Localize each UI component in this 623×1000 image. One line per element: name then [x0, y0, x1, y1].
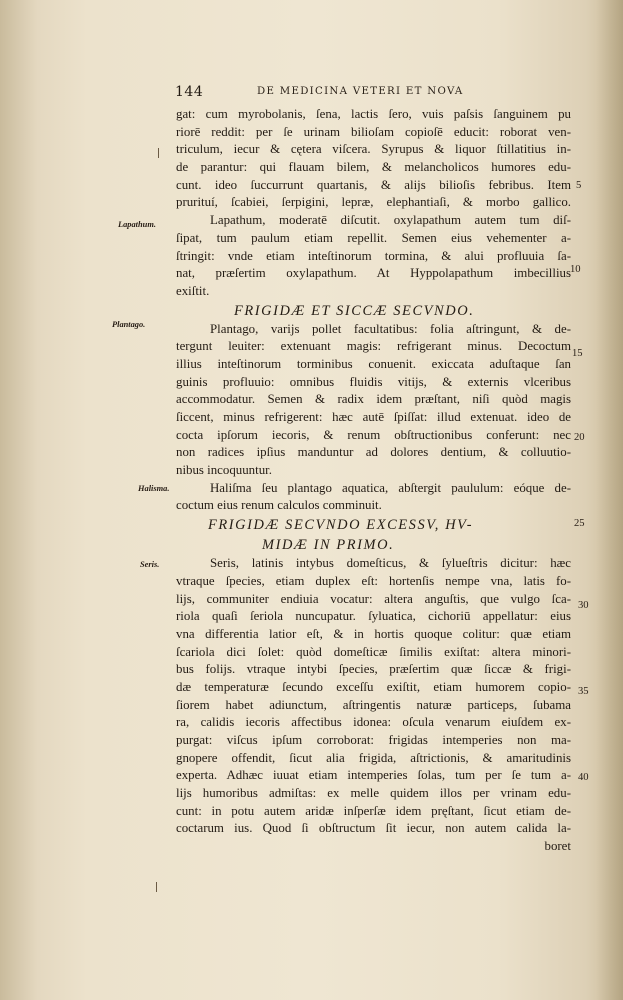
- text-line: ſiorem habet adiunctum, aſtringentis naturæ particeps, ſubama: [176, 697, 571, 712]
- text-line: vna differentia latior eſt, & in hortis quoque colitur: quæ etiam: [176, 626, 571, 641]
- line-number: 20: [574, 432, 585, 443]
- running-title: DE MEDICINA VETERI ET NOVA: [257, 86, 464, 97]
- text-line: ſiccent, minus refrigerent: hæc autē ſpiſſat: illud extenuat. ideo de: [176, 410, 571, 424]
- text-line: cunt. ideo ſuccurrunt quartanis, & alijs bilioſis febribus. Item: [176, 177, 571, 192]
- ink-mark: [158, 148, 159, 158]
- text-line: prurituí, ſcabiei, ſerpigini, lepræ, elephantiaſi, & morbo gallico.: [176, 195, 571, 210]
- text-line: lijs, communiter endiuia vocatur: altera anguſtis, que vulgo ſca-: [176, 591, 571, 606]
- text-line: vtraque ſpecies, etiam duplex eſt: hortenſis nempe vna, latis fo-: [176, 573, 571, 588]
- text-line: ſtringit: vnde etiam inteſtinorum tormina, & alui profluuia ſa-: [176, 248, 571, 263]
- text-line-catchword: boret: [544, 839, 571, 854]
- text-line: accommodatur. Semen & radix idem præſtant, niſi quòd magis: [176, 392, 571, 407]
- text-line: non radices ipſius manduntur ad dolores dentium, & colluutio-: [176, 445, 571, 460]
- text-line: nibus incoquuntur.: [176, 463, 272, 478]
- text-line: ra, calidis iecoris affectibus idonea: oſcula venarum eiuſdem ex-: [176, 715, 571, 730]
- text-line: riola quaſi ſeriola nuncupatur. ſyluatica, cichoriū appellatur: eius: [176, 609, 571, 624]
- text-line: ſipat, tum paulum etiam repellit. Semen eius vehementer a-: [176, 230, 571, 245]
- text-line: dæ temperaturæ ſecundo exceſſu exiſtit, etiam humorem copio-: [176, 679, 571, 694]
- text-line: illius inteſtinorum torminibus conuenit. exiccata aduſtaque ſan: [176, 356, 571, 371]
- text-line: Lapathum, moderatē diſcutit. oxylapathum autem tum diſ-: [210, 213, 571, 228]
- section-heading-continued: MIDÆ IN PRIMO.: [262, 537, 395, 554]
- text-line: cocta ipſorum iecoris, & renum obſtructionibus conferunt: nec: [176, 427, 571, 442]
- section-heading: FRIGIDÆ ET SICCÆ SECVNDO.: [234, 302, 475, 319]
- text-line: experta. Adhæc iuuat etiam intemperies ſolas, tum per ſe tum a-: [176, 768, 571, 783]
- margin-note-seris: Seris.: [140, 560, 160, 569]
- page-number: 144: [175, 84, 204, 100]
- text-line: Haliſma ſeu plantago aquatica, abſtergit paululum: eóque de-: [210, 480, 571, 495]
- text-body: [176, 106, 571, 856]
- text-line: gnopere offendit, ſicut alia frigida, aſtrictionis, & amaritudinis: [176, 750, 571, 765]
- text-line: exiſtit.: [176, 283, 210, 298]
- text-line: cunt: in potu autem aridæ inſperſæ idem pręſtant, ſicut etiam de-: [176, 803, 571, 818]
- margin-note-plantago: Plantago.: [112, 320, 146, 329]
- text-line: Seris, latinis intybus domeſticus, & ſylueſtris dicitur: hæc: [210, 556, 571, 571]
- page-gutter-shadow: [596, 0, 623, 1000]
- text-line: bus folijs. vtraque intybi ſpecies, præſertim quæ ſiccæ & frigi-: [176, 662, 571, 677]
- line-number: 15: [572, 348, 583, 359]
- text-line: guinis profluuio: omnibus fluidis vitijs, & externis vlceribus: [176, 374, 571, 389]
- ink-mark: [156, 882, 157, 892]
- text-line: ſcariola dici ſolet: quòd domeſticæ ſimilis exiſtat: altera minori-: [176, 644, 571, 659]
- text-line: nat, præſertim oxylapathum. At Hyppolapathum imbecillius: [176, 266, 571, 281]
- line-number: 10: [570, 264, 581, 275]
- text-line: triculum, iecur & cętera viſcera. Syrupus & liquor ſtillatitius in-: [176, 142, 571, 157]
- text-line: Plantago, varijs pollet facultatibus: folia aſtringunt, & de-: [210, 321, 571, 336]
- page-header: [175, 84, 515, 104]
- text-line: lijs humoribus admiſtas: ex melle quidem illos per vrinam edu-: [176, 786, 571, 801]
- text-line: riorē reddit: per ſe urinam bilioſam copioſē educit: roborat ven-: [176, 124, 571, 139]
- section-heading: FRIGIDÆ SECVNDO EXCESSV, HV-: [208, 517, 474, 534]
- line-number: 30: [578, 600, 589, 611]
- margin-note-halisma: Halisma.: [138, 484, 170, 493]
- text-line: de parantur: qui flauam bilem, & melancholicos humores edu-: [176, 160, 571, 175]
- line-number: 25: [574, 518, 585, 529]
- line-number: 40: [578, 772, 589, 783]
- text-line: tergunt leuiter: extenuant magis: refrigerant minus. Decoctum: [176, 339, 571, 354]
- text-line: purgat: viſcus ipſum corroborat: frigidas intemperies non ma-: [176, 733, 571, 747]
- line-number: 35: [578, 686, 589, 697]
- text-line: gat: cum myrobolanis, ſena, lactis ſero, vuis paſsis ſanguinem pu: [176, 107, 571, 121]
- margin-note-lapathum: Lapathum.: [118, 220, 156, 229]
- line-number: 5: [576, 180, 582, 191]
- text-line: coctarum ius. Quod ſi obſtructum ſit iecur, non autem calida la-: [176, 821, 571, 836]
- text-line: coctum eius renum calculos comminuit.: [176, 498, 382, 513]
